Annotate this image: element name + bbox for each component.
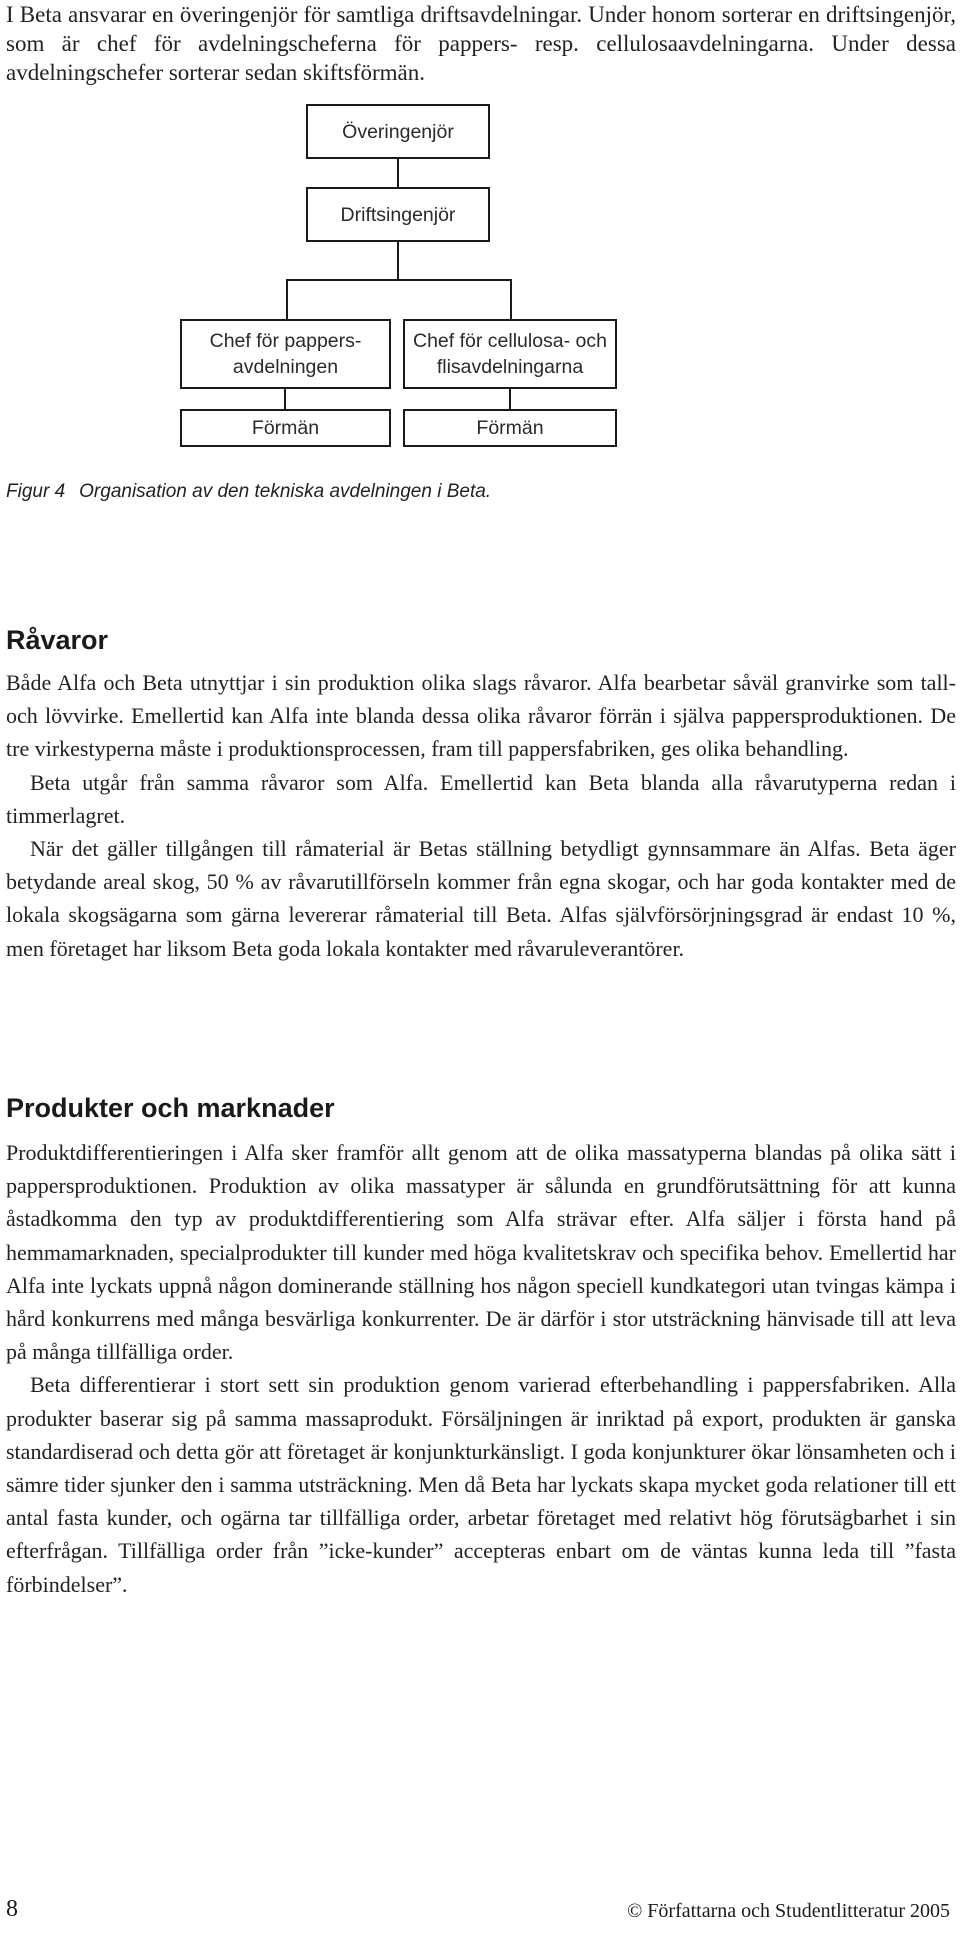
org-box-left-foremen bbox=[180, 409, 391, 447]
org-box-label: Förmän bbox=[251, 417, 320, 439]
org-connector bbox=[397, 159, 399, 187]
org-box-overingenjor bbox=[306, 104, 490, 159]
section-heading-produkter: Produkter och marknader bbox=[6, 1093, 335, 1123]
figure-caption bbox=[6, 481, 505, 503]
org-connector bbox=[397, 242, 399, 280]
org-connector bbox=[510, 279, 512, 319]
section-heading-ravaror: Råvaror bbox=[6, 625, 109, 655]
org-box-label-line: Chef för pappers- bbox=[209, 330, 362, 352]
org-box-label: Förmän bbox=[476, 417, 544, 439]
figure-caption-text: Organisation av den tekniska avdelningen i Beta. bbox=[79, 481, 492, 502]
org-box-label-line: flisavdelningarna bbox=[436, 356, 584, 378]
org-chart bbox=[0, 0, 960, 470]
page-number: 8 bbox=[6, 1896, 18, 1922]
org-box-label-line: avdelningen bbox=[232, 356, 339, 378]
org-connector bbox=[286, 279, 512, 281]
paragraph: Produktdifferentieringen i Alfa sker framför allt genom att de olika massatyperna blandas på olika sätt i pappersproduktionen. Produktion av olika massatyper är sålunda en grundförutsättning för att kunna åstadkomma den typ av produktdifferentiering som Alfa strävar efter. Alfa säljer i första hand på hemmamarknaden, specialprodukter till kunder med höga kvalitetskrav och specifika behov. Emellertid har Alfa inte lyckats uppnå någon dominerande ställning hos någon speciell kundkategori utan tvingas kämpa i hård konkurrens med många besvärliga konkurrenter. De är därför i stor utsträckning hänvisade till att leva på många tillfälliga order. bbox=[6, 1140, 956, 1365]
paragraph: När det gäller tillgången till råmaterial är Betas ställning betydligt gynnsammare än Alfas. Beta äger betydande areal skog, 50 % av råvarutillförseln kommer från egna skogar, och har goda kontakter med de lokala skogsägarna som gärna levererar råmaterial till Beta. Alfas självförsörjningsgrad är endast 10 %, men företaget har liksom Beta goda lokala kontakter med råvaruleverantörer. bbox=[6, 836, 956, 961]
org-box-label bbox=[210, 328, 362, 380]
org-connector bbox=[509, 389, 511, 409]
figure-label: Figur 4 bbox=[6, 481, 66, 502]
org-box-label-line: Chef för cellulosa- och bbox=[412, 330, 607, 352]
org-box-right-chief bbox=[403, 319, 617, 389]
org-box-driftsingenjor bbox=[306, 187, 490, 242]
org-box-label: Överingenjör bbox=[342, 120, 454, 143]
org-box-left-chief bbox=[180, 319, 391, 389]
paragraph: Beta utgår från samma råvaror som Alfa. Emellertid kan Beta blanda alla råvarutyperna redan i timmerlagret. bbox=[6, 769, 956, 828]
org-box-right-foremen bbox=[403, 409, 617, 447]
paragraph: Beta differentierar i stort sett sin produktion genom varierad efterbehandling i pappersfabriken. Alla produkter baserar sig på samma massaprodukt. Försäljningen är inriktad på export, produkten är ganska standardiserad och detta gör att företaget är konjunkturkänsligt. I goda konjunkturer ökar lönsamheten och i sämre tider sjunker den i samma utsträckning. Men då Beta har lyckats skapa mycket goda relationer till ett antal fasta kunder, och ogärna tar tillfälliga order, arbetar företaget med relativt hög förutsägbarhet i sin efterfrågan. Tillfälliga order från ”icke-kunder” accepteras enbart om de väntas kunna leda till ”fasta förbindelser”. bbox=[6, 1372, 956, 1597]
intro-paragraph: I Beta ansvarar en överingenjör för samtliga driftsavdelningar. Under honom sorterar en driftsingenjör, som är chef för avdelningscheferna för pappers- resp. cellulosaavdelningarna. Under dessa avdelningschefer sorterar sedan skiftsförmän. bbox=[6, 2, 956, 85]
copyright: © Författarna och Studentlitteratur 2005 bbox=[627, 1900, 950, 1922]
org-connector bbox=[284, 389, 286, 409]
org-box-label bbox=[413, 328, 607, 380]
org-connector bbox=[286, 279, 288, 319]
section-ravaror bbox=[6, 666, 956, 965]
org-box-label: Driftsingenjör bbox=[340, 203, 456, 226]
section-produkter bbox=[6, 1136, 956, 1601]
paragraph: Både Alfa och Beta utnyttjar i sin produktion olika slags råvaror. Alfa bearbetar såväl granvirke som tall- och lövvirke. Emellertid kan Alfa inte blanda dessa olika råvaror förrän i själva pappersproduktionen. De tre virkestyperna måste i produktionsprocessen, fram till pappersfabriken, ges olika behandling. bbox=[6, 670, 956, 762]
